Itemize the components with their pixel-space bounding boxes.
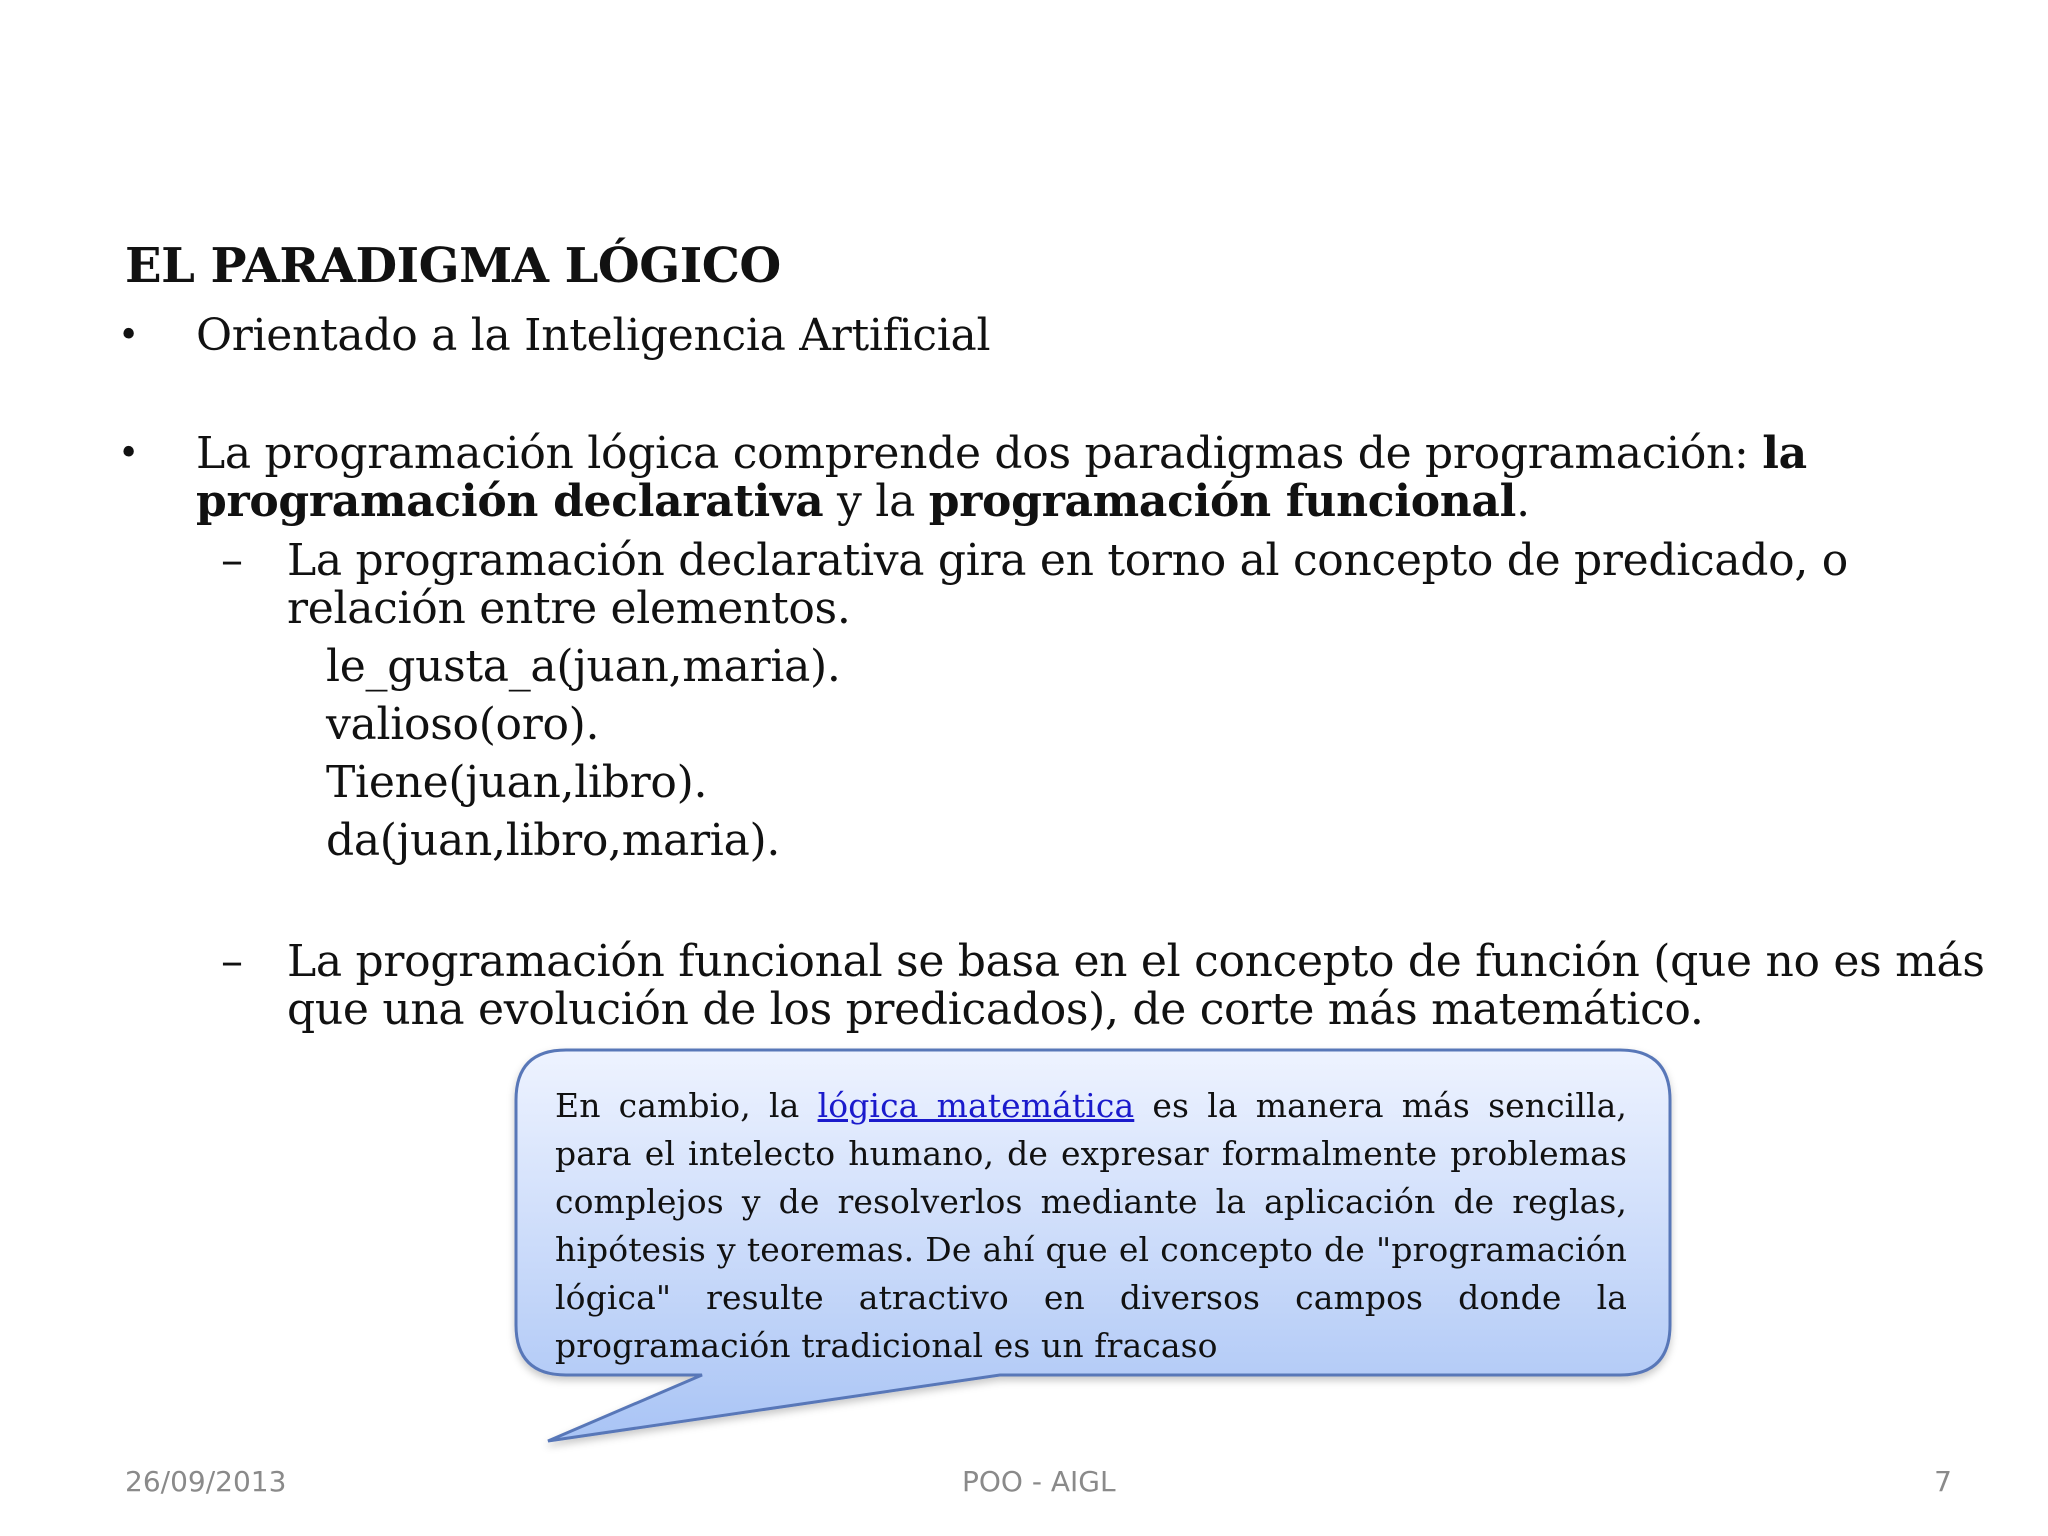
code-line: valioso(oro). [326,699,600,750]
bullet-item [118,310,1976,361]
sub-bullet-text: La programación funcional se basa en el concepto de función (que no es más que una evolución de los predicados), de corte más matemático. [287,936,1985,1035]
bullet-text-part: y la [823,476,929,527]
bullet-marker: • [118,433,139,474]
footer-date: 26/09/2013 [125,1465,287,1498]
speech-callout [516,1050,1666,1375]
code-line: Tiene(juan,libro). [326,757,708,808]
callout-text [555,1082,1627,1370]
footer-center: POO - AIGL [962,1465,1116,1498]
callout-text-part: es la manera más sencilla, para el intelecto humano, de expresar formalmente problemas complejos y de resolverlos mediante la aplicación de reglas, hipótesis y teoremas. De ahí que el concepto de "programación lógica" resulte atractivo en diversos campos donde la programación tradicional es un fracaso [555,1086,1627,1365]
logica-matematica-link[interactable]: lógica matemática [817,1086,1135,1125]
dash-marker: – [221,936,243,987]
bold-term: la programación declarativa [196,428,1807,527]
code-line: le_gusta_a(juan,maria). [326,641,841,692]
dash-marker: – [221,535,243,586]
sub-bullet-text: La programación declarativa gira en torno al concepto de predicado, o relación entre elementos. [287,535,1848,634]
bullet-text-part: La programación lógica comprende dos paradigmas de programación: [196,428,1763,479]
slide-title: EL PARADIGMA LÓGICO [125,238,781,294]
bullet-text: Orientado a la Inteligencia Artificial [196,310,991,361]
sub-bullet-item [221,936,1987,1035]
code-line: da(juan,libro,maria). [326,815,781,866]
callout-text-part: En cambio, la [555,1086,818,1125]
bullet-item [118,428,1976,527]
bullet-marker: • [118,315,139,356]
sub-bullet-item [221,535,1987,634]
bold-term: programación funcional [928,476,1517,527]
footer-page-number: 7 [1934,1465,1952,1498]
bullet-text-part: . [1516,476,1530,527]
